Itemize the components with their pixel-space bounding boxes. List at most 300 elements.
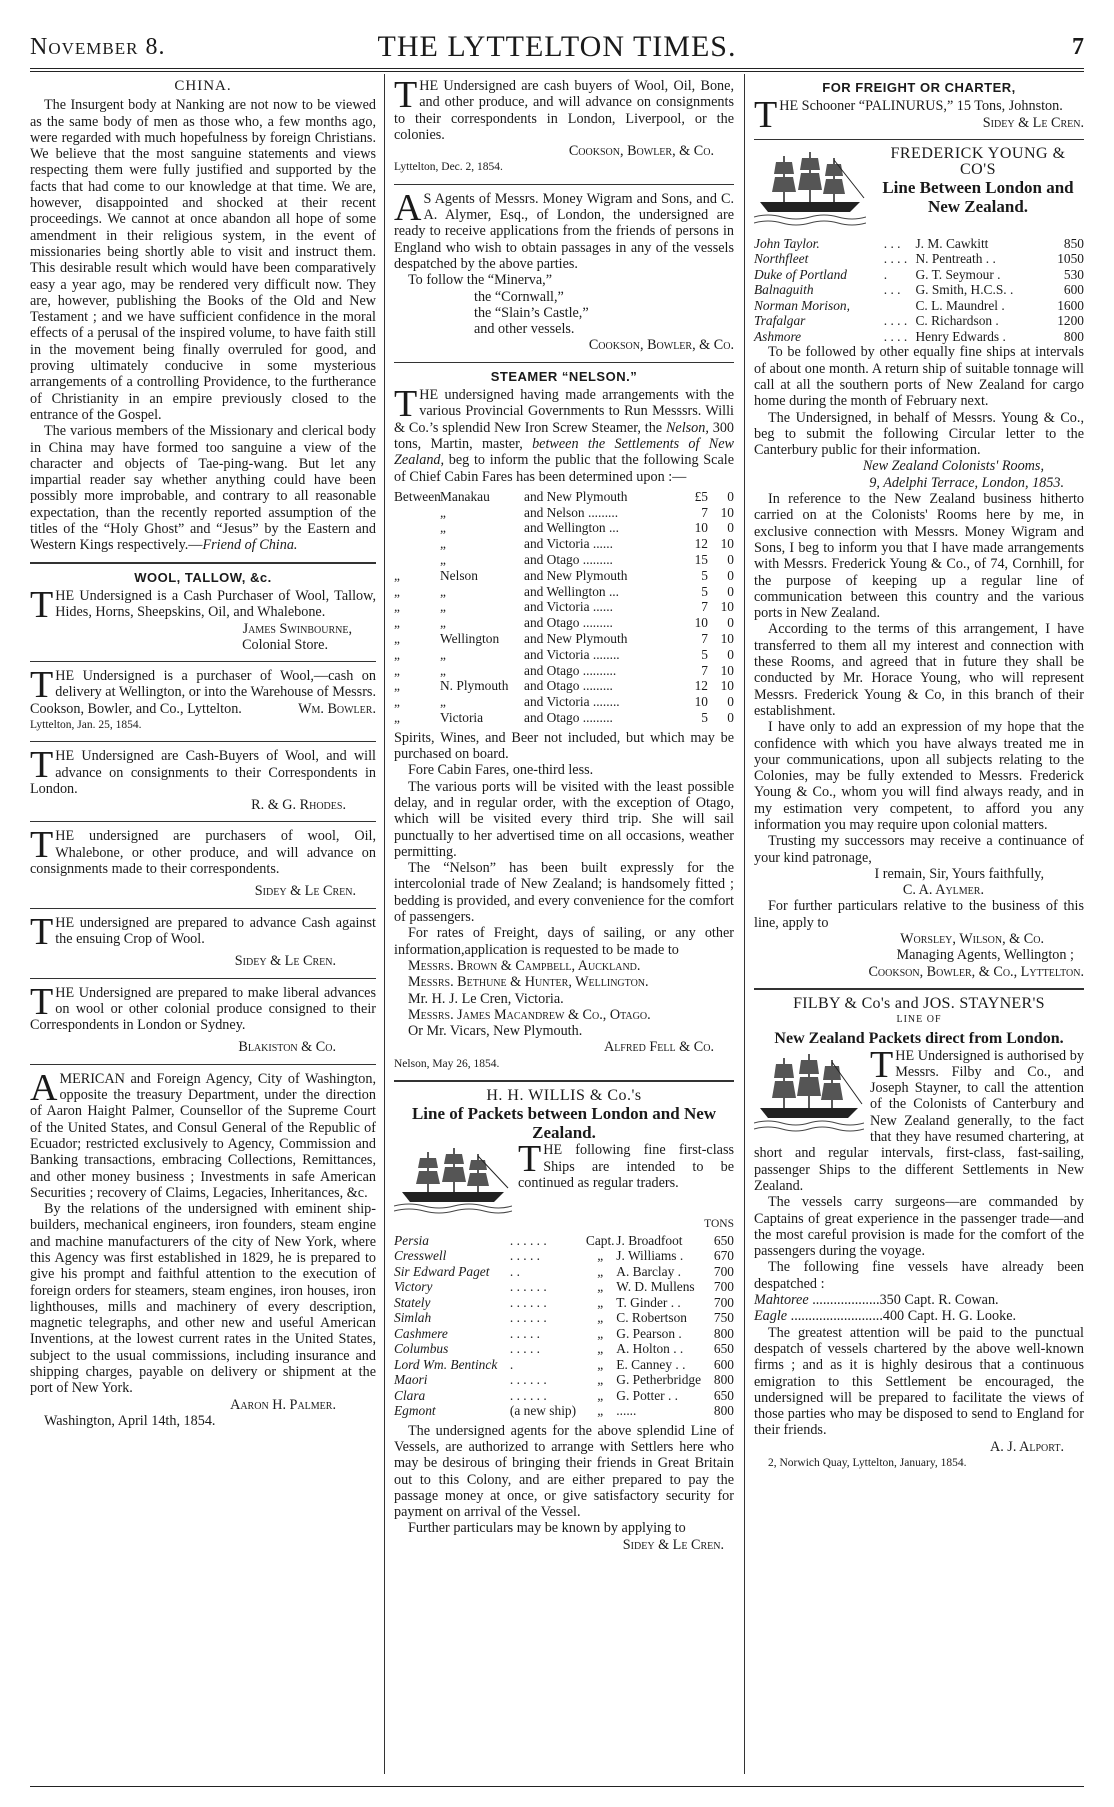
column-divider xyxy=(744,74,745,1774)
fare-from: „ xyxy=(440,615,446,631)
ship-row xyxy=(754,1308,1084,1324)
ship-dots: ................... xyxy=(808,1292,880,1309)
fare-from-prefix: „ xyxy=(394,567,400,583)
section-rule xyxy=(754,988,1084,990)
fare-from-prefix: Between xyxy=(394,488,441,504)
fare-from-prefix xyxy=(394,505,440,521)
ship-dots: . . . . . xyxy=(509,1248,541,1264)
fare-pounds: 15 xyxy=(694,552,708,568)
ad-text: THE undersigned are purchasers of wool, Oil, Whalebone, or other produce, and will advance on consignments made to their correspondents. xyxy=(30,824,376,878)
ship-dots: . . . xyxy=(883,235,901,251)
header-rule-double xyxy=(30,71,1084,72)
willis-intro: THE following fine first-class Ships are intended to be continued as regular traders. xyxy=(518,1138,734,1191)
fare-row xyxy=(394,663,734,679)
ship-name: Cresswell xyxy=(394,1248,447,1264)
ship-row xyxy=(394,1388,734,1404)
header-rule xyxy=(30,68,1084,69)
fare-shillings: 0 xyxy=(727,615,734,631)
footer-rule xyxy=(30,1786,1084,1787)
filby-advertisement xyxy=(754,996,1084,1471)
ship-tons: 800 xyxy=(713,1325,734,1341)
fare-from: „ xyxy=(440,552,446,568)
young-paragraph: For further particulars relative to the business of this line, apply to xyxy=(754,898,1084,931)
nelson-intro-text: 300 tons, Martin, master, xyxy=(394,419,735,452)
fare-to: and Otago ......... xyxy=(524,615,613,631)
filby-paragraph: The following fine vessels have already been despatched : xyxy=(754,1259,1084,1292)
ship-tons: 700 xyxy=(713,1263,734,1279)
young-paragraph: I have only to add an expression of my hope that the confidence with which you have always treated me in your communications, upon all subjects relating to the Colonies, may be fully extended to Messrs. Frederick Young & Co., whom you will find always ready, and in my estimation very competent, to afford you any information you may require upon colonial matters. xyxy=(754,719,1084,833)
section-rule xyxy=(30,562,376,564)
advertisement xyxy=(30,583,376,653)
fare-from-prefix xyxy=(394,552,440,568)
fare-to: and Victoria ........ xyxy=(524,646,620,662)
ship-row xyxy=(394,1326,734,1342)
ship-tons: 1200 xyxy=(1057,313,1084,329)
fare-shillings: 10 xyxy=(720,536,734,552)
sailing-ship-icon xyxy=(754,148,866,228)
nelson-paragraph: Spirits, Wines, and Beer not included, but which may be purchased on board. xyxy=(394,729,734,763)
ship-dots: . . . . . . xyxy=(509,1232,547,1248)
china-source: Friend of China. xyxy=(202,537,298,554)
captain-prefix: „ xyxy=(597,1248,604,1264)
ship-row xyxy=(754,298,1084,314)
ship-dots xyxy=(884,298,916,314)
ad-signature-line: Colonial Store. xyxy=(242,636,328,653)
ship-name: John Taylor. xyxy=(754,235,820,251)
captain-prefix: „ xyxy=(597,1325,604,1341)
ship-dots: . xyxy=(883,266,888,282)
fare-to: and Otago ......... xyxy=(524,709,613,725)
captain-prefix: Capt. xyxy=(585,1232,615,1248)
ship-name: Balnaguith xyxy=(754,282,814,298)
filby-paragraph: THE Undersigned is authorised by Messrs. Filby and Co., and Joseph Stayner, to call the attention of the Colonists of Canterbury and New Zealand generally, to the fact that they have resumed chartering, at short and regular intervals, first-class, fast-sailing, passenger Ships to the different Settlements in New Zealand. xyxy=(754,1043,1084,1194)
fare-from-prefix: „ xyxy=(394,646,400,662)
ship-dots: . . . . . xyxy=(509,1341,541,1357)
fare-shillings: 10 xyxy=(720,678,734,694)
fare-row xyxy=(394,615,734,631)
ship-name: Eagle xyxy=(754,1308,788,1325)
ship-tons: 400 xyxy=(882,1308,905,1325)
fare-from: „ xyxy=(440,662,446,678)
fare-row xyxy=(394,520,734,536)
fare-from: „ xyxy=(440,536,446,552)
ship-dots: . . . xyxy=(883,282,901,298)
fare-from-prefix: „ xyxy=(394,631,400,646)
fare-shillings: 0 xyxy=(727,583,734,599)
fare-shillings: 0 xyxy=(727,646,734,662)
young-ship-list xyxy=(754,236,1084,345)
nelson-intro-text: THE undersigned having made arrangements with the various Provincial Governments to Run Messsrs. Willi & Co.’s splendid New Iron Screw Steamer, the xyxy=(394,383,734,436)
ad-rule xyxy=(394,184,734,185)
nelson-heading: STEAMER “NELSON.” xyxy=(490,368,638,384)
fare-shillings: 0 xyxy=(727,520,734,536)
willis-paragraph-text: Further particulars may be known by applying to xyxy=(408,1520,686,1537)
fare-pounds: 10 xyxy=(694,694,708,710)
fare-from-prefix xyxy=(394,520,440,536)
captain-name: Capt. H. G. Looke. xyxy=(907,1308,1017,1325)
ad-text: By the relations of the undersigned with eminent ship-builders, mechanical engineers, iron founders, steam engine and machine manufacturers of the city of New York, where this Agency was first established in 1829, he is prepared to give his prompt and faithful attention to the execution of foreign orders for steamers, steam engines, iron houses, iron lighthouses, mills and machinery of every description, magnetic telegraphs, and other new and useful American Inventions, at the lowest current rates in the United States, subject to the usual commissions, including insurance and shipping charges, payable on delivery or shipment at the port of New York. xyxy=(30,1201,376,1397)
ship-dots: .......................... xyxy=(787,1308,883,1325)
ad-signature: R. & G. Rhodes. xyxy=(251,797,346,814)
ship-dots: . . . . xyxy=(883,313,908,329)
fare-row xyxy=(394,678,734,694)
filby-ship-list xyxy=(754,1292,1084,1325)
ship-name: Sir Edward Paget xyxy=(394,1263,490,1279)
ad-text-body: THE Undersigned is a purchaser of Wool,—cash on delivery at Wellington, or into the Warehouse of Messrs. Cookson, Bowler, and Co., Lyttelton. xyxy=(30,664,376,717)
young-paragraph: Trusting my successors may receive a continuance of your kind patronage, xyxy=(754,833,1084,866)
ad-text: THE Undersigned are cash buyers of Wool, Oil, Bone, and other produce, and will advance on consignments to their correspondents in London, Liverpool, or the colonies. xyxy=(394,74,734,143)
ship-tons: 800 xyxy=(1063,328,1084,344)
ship-name: Lord Wm. Bentinck xyxy=(394,1356,498,1372)
ship-name: Trafalgar xyxy=(754,313,806,329)
ship-tons: 530 xyxy=(1063,266,1084,282)
ship-name: Ashmore xyxy=(754,328,802,344)
agent-line: Messrs. Bethune & Hunter, Wellington. xyxy=(408,974,649,991)
china-paragraph: The Insurgent body at Nanking are not now to be viewed as the same body of men as those who, a few months ago, were regarded with much hopefulness by foreign Christians. We believe that the most sanguine statements and views respecting them were fully justified and supported by the facts that had come to our knowledge at that time. We are, however, disappointed and shocked at their recent proceedings. We cannot at once abandon all hope of some amendment in their religious system, in the event of missionaries being shortly able to visit and instruct them. This desirable result which would have been comparatively easy a year ago, may be rendered very difficult now. They are, however, publishing the Books of the Old and New Testament ; and we have sufficient confidence in the moral effects of a perusal of the inspired volume, to have faith still in the movement being finally overruled for good, and proving ultimately conducive in some mysterious arrangements of a controlling Providence, to the furtherance of Christianity in an empire previously closed to the entrance of the Gospel. xyxy=(30,97,376,423)
ship-tons: 600 xyxy=(1063,282,1084,298)
filby-paragraph: The greatest attention will be paid to the punctual despatch of vessels chartered by the above well-known firms ; and as it is highly desirous that a continuous emigration to this Settlement be encouraged, the undersigned will be prepared to facilitate the views of those parties who may be disposed to send to England for their friends. xyxy=(754,1324,1084,1439)
fare-from: „ xyxy=(440,646,446,662)
nelson-advertisement xyxy=(394,369,734,1072)
captain-prefix: „ xyxy=(597,1372,604,1388)
ad-rule xyxy=(30,908,376,909)
ship-row xyxy=(394,1372,734,1388)
ship-row xyxy=(754,251,1084,267)
fare-from-prefix: „ xyxy=(394,599,400,615)
freight-heading: FOR FREIGHT OR CHARTER, xyxy=(822,80,1016,95)
ship-name: Victory xyxy=(394,1279,433,1295)
advertisement xyxy=(30,744,376,814)
ship-row xyxy=(394,1248,734,1264)
ship-row xyxy=(754,313,1084,329)
ad-rule xyxy=(30,978,376,979)
ship-tons: 800 xyxy=(713,1372,734,1388)
ship-name: Nelson, xyxy=(665,419,709,436)
ad-signature: Wm. Bowler. xyxy=(298,700,376,717)
captain-prefix: „ xyxy=(597,1403,604,1419)
nelson-paragraph: The “Nelson” has been built expressly for the intercolonial trade of New Zealand; is handsomely fitted ; bedding is provided, and every convenience for the comfort of passengers. xyxy=(394,860,734,926)
ship-dots: . . . . xyxy=(883,328,908,344)
fare-row xyxy=(394,599,734,615)
nelson-paragraph: Fore Cabin Fares, one-third less. xyxy=(408,762,594,779)
young-paragraph: To be followed by other equally fine ships at intervals of about one month. A return ship of suitable tonnage will call at all the southern ports of New Zealand for cargo home during the month of February next. xyxy=(754,344,1084,410)
young-paragraph: According to the terms of this arrangement, I have transferred to them all my interest and connection with these Rooms, and agreed that in future they shall be conducted by Mr. Horace Young, who will represent Messrs. Frederick Young & Co, in this branch of their establishment. xyxy=(754,621,1084,719)
captain-prefix: „ xyxy=(597,1356,604,1372)
ad-date: Washington, April 14th, 1854. xyxy=(44,1412,216,1429)
nelson-intro-text: beg to inform the public that the following Scale of Chief Cabin Fares has been determined upon :— xyxy=(394,452,734,485)
fare-to: and Otago ......... xyxy=(524,678,613,694)
captain-name: Henry Edwards . xyxy=(915,328,1006,344)
filby-heading: FILBY & Co's and JOS. STAYNER'S xyxy=(793,994,1045,1012)
ship-tons: 650 xyxy=(713,1232,734,1248)
fare-pounds: 5 xyxy=(701,583,708,599)
closing-signature: C. A. Aylmer. xyxy=(902,882,984,899)
fare-to: and Otago .......... xyxy=(524,662,617,678)
fare-from: „ xyxy=(440,504,446,520)
ship-name: Simlah xyxy=(394,1310,432,1326)
fare-shillings: 0 xyxy=(727,709,734,725)
agent-line: Messrs. James Macandrew & Co., Otago. xyxy=(408,1006,651,1023)
captain-name: J. M. Cawkitt xyxy=(915,235,989,251)
nelson-paragraph: The various ports will be visited with the least possible delay, and in regular order, with the exception of Otago, which will be visited every third trip. She will sail punctually to her advertised time on all occasions, weather permitting. xyxy=(394,778,734,860)
captain-name: ...... xyxy=(616,1403,637,1419)
ship-name: Cashmere xyxy=(394,1325,448,1341)
ship-name: Columbus xyxy=(394,1341,449,1357)
address-line: New Zealand Colonists' Rooms, xyxy=(862,458,1044,475)
fare-pounds: 7 xyxy=(701,599,708,615)
ship-tons: 850 xyxy=(1063,235,1084,251)
newspaper-title: THE LYTTELTON TIMES. xyxy=(377,30,737,63)
agent-line: Worsley, Wilson, & Co. xyxy=(900,931,1044,948)
fare-pounds: 12 xyxy=(694,536,708,552)
ad-signature: Sidey & Le Cren. xyxy=(622,1536,724,1553)
fare-from: Manakau xyxy=(440,488,490,504)
willis-paragraph: The undersigned agents for the above splendid Line of Vessels, are authorized to arrange with Settlers here who may be desirous of bringing their friends in Great Britain out to this Colony, and are either prepared to pay the passage money at once, or give satisfactory security for payment on arrival of the Vessel. xyxy=(394,1422,734,1521)
filby-heading-small: LINE OF xyxy=(896,1014,942,1026)
ship-dots: . . . . . . xyxy=(509,1387,547,1403)
freight-advertisement xyxy=(754,80,1084,137)
ship-tons: 670 xyxy=(713,1248,734,1264)
ad-signature: Cookson, Bowler, & Co. xyxy=(588,337,734,354)
ship-dots: (a new ship) xyxy=(509,1403,577,1419)
advertisement xyxy=(30,824,376,900)
fare-from-prefix xyxy=(394,536,440,552)
fare-from-prefix: „ xyxy=(394,662,400,678)
advertisement xyxy=(30,980,376,1056)
agent-line: Mr. H. J. Le Cren, Victoria. xyxy=(408,990,564,1007)
ship-row xyxy=(394,1341,734,1357)
ship-name: Egmont xyxy=(394,1403,436,1419)
ad-signature: Sidey & Le Cren. xyxy=(254,883,356,900)
ship-dots: . . . . . . xyxy=(509,1279,547,1295)
ship-row xyxy=(394,1295,734,1311)
agent-line: Cookson, Bowler, & Co., Lyttelton. xyxy=(868,963,1084,980)
ship-row xyxy=(394,1357,734,1373)
captain-prefix: „ xyxy=(597,1310,604,1326)
captain-name: W. D. Mullens xyxy=(616,1279,695,1295)
advertisement xyxy=(30,1066,376,1430)
ship-name: Stately xyxy=(394,1294,431,1310)
ship-tons: 800 xyxy=(713,1403,734,1419)
page-header xyxy=(30,28,1084,68)
captain-name: G. Pearson . xyxy=(616,1325,682,1341)
fare-from: Nelson xyxy=(440,567,478,583)
ship-dots: . . . . . xyxy=(509,1325,541,1341)
captain-name: G. Potter . . xyxy=(616,1387,679,1403)
ship-row xyxy=(754,1292,1084,1308)
ad-rule xyxy=(30,821,376,822)
fare-row xyxy=(394,552,734,568)
ship-tons: 1600 xyxy=(1057,297,1084,313)
closing-line: I remain, Sir, Yours faithfully, xyxy=(874,865,1044,882)
fare-pounds: 12 xyxy=(694,678,708,694)
captain-prefix: „ xyxy=(597,1263,604,1279)
willis-ship-list xyxy=(394,1233,734,1419)
ad-rule xyxy=(394,362,734,363)
captain-name: C. L. Maundrel . xyxy=(915,297,1005,313)
captain-name: J. Williams . xyxy=(616,1248,684,1264)
header-date: November 8. xyxy=(30,34,166,60)
ad-text xyxy=(30,664,376,717)
ad-signature: Blakiston & Co. xyxy=(238,1039,336,1056)
fare-from-prefix: „ xyxy=(394,709,400,725)
willis-paragraph xyxy=(394,1520,734,1553)
ad-line: the “Slain’s Castle,” xyxy=(474,304,589,321)
fare-to: and Wellington ... xyxy=(524,520,620,536)
ship-dots: . . . . . . xyxy=(509,1294,547,1310)
nelson-paragraph: For rates of Freight, days of sailing, or any other information,application is requested to be made to xyxy=(394,925,734,958)
ship-dots: . . . . xyxy=(883,251,908,267)
ad-text: THE Undersigned are prepared to make liberal advances on wool or other colonial produce consigned to their Correspondents in London or Sydney. xyxy=(30,980,376,1034)
fare-shillings: 10 xyxy=(720,599,734,615)
section-rule xyxy=(394,1080,734,1082)
agent-line: Managing Agents, Wellington ; xyxy=(896,947,1074,964)
ad-date: Lyttelton, Jan. 25, 1854. xyxy=(30,718,142,731)
fare-row xyxy=(394,631,734,647)
ad-text: THE Schooner “PALINURUS,” 15 Tons, Johnston. xyxy=(754,94,1063,137)
captain-name: A. Holton . . xyxy=(616,1341,684,1357)
nelson-intro-italic: between the Settlements of New Zealand, xyxy=(394,435,734,469)
captain-name: E. Canney . . xyxy=(616,1356,686,1372)
ship-dots: . xyxy=(509,1356,514,1372)
fare-to: and Otago ......... xyxy=(524,552,613,568)
ship-row xyxy=(394,1403,734,1419)
fare-shillings: 0 xyxy=(727,567,734,583)
fare-row xyxy=(394,505,734,521)
fare-row xyxy=(394,647,734,663)
captain-name: G. Smith, H.C.S. . xyxy=(915,282,1014,298)
fare-from-prefix: „ xyxy=(394,694,400,710)
fare-pounds: 10 xyxy=(694,615,708,631)
young-advertisement xyxy=(754,146,1084,980)
fare-row xyxy=(394,536,734,552)
ship-tons: 700 xyxy=(713,1279,734,1295)
fare-from: „ xyxy=(440,520,446,536)
agent-list xyxy=(394,958,734,1039)
ship-row xyxy=(754,236,1084,252)
fare-pounds: 7 xyxy=(701,504,708,520)
ship-tons: 600 xyxy=(713,1356,734,1372)
fare-shillings: 10 xyxy=(720,504,734,520)
captain-name: G. T. Seymour . xyxy=(915,266,1001,282)
captain-name: Capt. R. Cowan. xyxy=(904,1292,999,1309)
advertisement xyxy=(394,74,734,176)
ship-tons: 650 xyxy=(713,1341,734,1357)
ship-name: Duke of Portland xyxy=(754,266,847,282)
fare-pounds: £5 xyxy=(694,488,708,504)
ad-rule xyxy=(30,741,376,742)
fare-to: and New Plymouth xyxy=(524,567,628,583)
ship-dots: . . . . . . xyxy=(509,1372,547,1388)
fare-to: and Wellington ... xyxy=(524,583,620,599)
fare-to: and Victoria ...... xyxy=(524,599,613,615)
fare-pounds: 7 xyxy=(701,631,708,646)
advertisement xyxy=(30,910,376,970)
tons-label: TONS xyxy=(704,1218,734,1231)
filby-subheading: New Zealand Packets direct from London. xyxy=(774,1029,1064,1047)
advertisement xyxy=(394,186,734,354)
ad-line: To follow the “Minerva,” xyxy=(408,272,552,289)
wool-heading: WOOL, TALLOW, &c. xyxy=(134,569,272,585)
ad-address: 2, Norwich Quay, Lyttelton, January, 1854. xyxy=(768,1456,967,1469)
fare-shillings: 0 xyxy=(727,488,734,504)
fare-row xyxy=(394,694,734,710)
ship-name: Maori xyxy=(394,1372,428,1388)
china-paragraph-text: The various members of the Missionary and clerical body in China may have formed too sanguine a view of the character and objects of Tae-ping-wang. But let any impartial reader say whether anything could have been possibly more improbable, and contrary to all reasonable expectation, than the recently reported assumption of the titles of the “Holy Ghost” and “Jesus” by the Eastern and Western Kings respectively.— xyxy=(30,423,376,554)
column-middle xyxy=(394,74,735,1553)
fare-shillings: 10 xyxy=(720,662,734,678)
willis-advertisement xyxy=(394,1087,734,1553)
captain-name: T. Ginder . . xyxy=(616,1294,681,1310)
ship-row xyxy=(394,1233,734,1249)
ad-signature: James Swinbourne, xyxy=(242,620,352,637)
fare-from: „ xyxy=(440,583,446,599)
sailing-ship-icon xyxy=(394,1144,512,1214)
fare-row xyxy=(394,489,734,505)
ship-tons: 650 xyxy=(713,1387,734,1403)
fare-to: and Victoria ........ xyxy=(524,694,620,710)
fare-pounds: 10 xyxy=(694,520,708,536)
ad-rule xyxy=(30,1064,376,1065)
ad-rule xyxy=(30,661,376,662)
captain-name: C. Robertson xyxy=(616,1310,687,1326)
fare-shillings: 10 xyxy=(720,631,734,646)
fare-pounds: 5 xyxy=(701,646,708,662)
ship-dots: . . xyxy=(509,1263,520,1279)
young-paragraph: The Undersigned, in behalf of Messrs. Young & Co., beg to submit the following Circular letter to the Canterbury public for their information. xyxy=(754,409,1084,459)
fare-from-prefix: „ xyxy=(394,678,400,694)
ship-tons: 350 xyxy=(879,1292,901,1309)
willis-subheading: Line of Packets between London and New Zealand. xyxy=(411,1104,717,1143)
fare-to: and Nelson ......... xyxy=(524,504,619,520)
ad-text: THE undersigned are prepared to advance Cash against the ensuing Crop of Wool. xyxy=(30,910,376,953)
ad-date: Nelson, May 26, 1854. xyxy=(394,1057,500,1070)
agent-line: Messrs. Brown & Campbell, Auckland. xyxy=(408,957,641,974)
fare-from: „ xyxy=(440,694,446,710)
captain-prefix: „ xyxy=(597,1294,604,1310)
fare-pounds: 7 xyxy=(701,662,708,678)
ad-text: AMERICAN and Foreign Agency, City of Washington, opposite the treasury Department, under the direction of Aaron Haight Palmer, Counsellor of the Supreme Court of the United States, and Consul General of the Republic of Ecuador; restricted exclusively to Agency, Commission and Banking transactions, embracing Collections, Remittances, and other money business ; Investments in safe American Securities ; recovery of Claims, Legacies, Inheritances, &c. xyxy=(30,1066,376,1201)
young-subheading: Line Between London and New Zealand. xyxy=(882,178,1074,217)
ship-dots: . . . . . . xyxy=(509,1310,547,1326)
captain-name: A. Barclay . xyxy=(616,1263,681,1279)
captain-name: N. Pentreath . . xyxy=(915,251,996,267)
young-paragraph: In reference to the New Zealand business hitherto carried on at the Colonists' Rooms here by me, in exclusive connection with Messrs. Money Wigram and Sons, I beg to inform you that I have made arrangements with Messrs. Frederick Young & Co., of 74, Cornhill, for the purpose of keeping up a regular line of communication between this country and the various ports in New Zealand. xyxy=(754,491,1084,622)
fare-table xyxy=(394,489,734,726)
ship-row xyxy=(754,267,1084,283)
fare-to: and New Plymouth xyxy=(524,631,628,646)
nelson-intro xyxy=(394,383,735,485)
ship-tons: 1050 xyxy=(1057,251,1084,267)
fare-row xyxy=(394,710,734,726)
fare-from: „ xyxy=(440,599,446,615)
captain-name: G. Petherbridge xyxy=(616,1372,702,1388)
ship-row xyxy=(394,1264,734,1280)
fare-from: Wellington xyxy=(440,631,500,646)
address-line: 9, Adelphi Terrace, London, 1853. xyxy=(869,474,1064,491)
ship-name: Northfleet xyxy=(754,251,809,267)
ship-tons: 750 xyxy=(713,1310,734,1326)
ad-rule xyxy=(754,139,1084,140)
ad-text: THE Undersigned are Cash-Buyers of Wool, and will advance on consignments to their Correspondents in London. xyxy=(30,744,376,797)
fare-from-prefix: „ xyxy=(394,615,400,631)
fare-pounds: 5 xyxy=(701,709,708,725)
captain-prefix: „ xyxy=(597,1279,604,1295)
column-right xyxy=(754,78,1084,1475)
fare-to: and New Plymouth xyxy=(524,488,628,504)
ship-name: Norman Morison, xyxy=(754,297,850,313)
captain-prefix: „ xyxy=(597,1387,604,1403)
